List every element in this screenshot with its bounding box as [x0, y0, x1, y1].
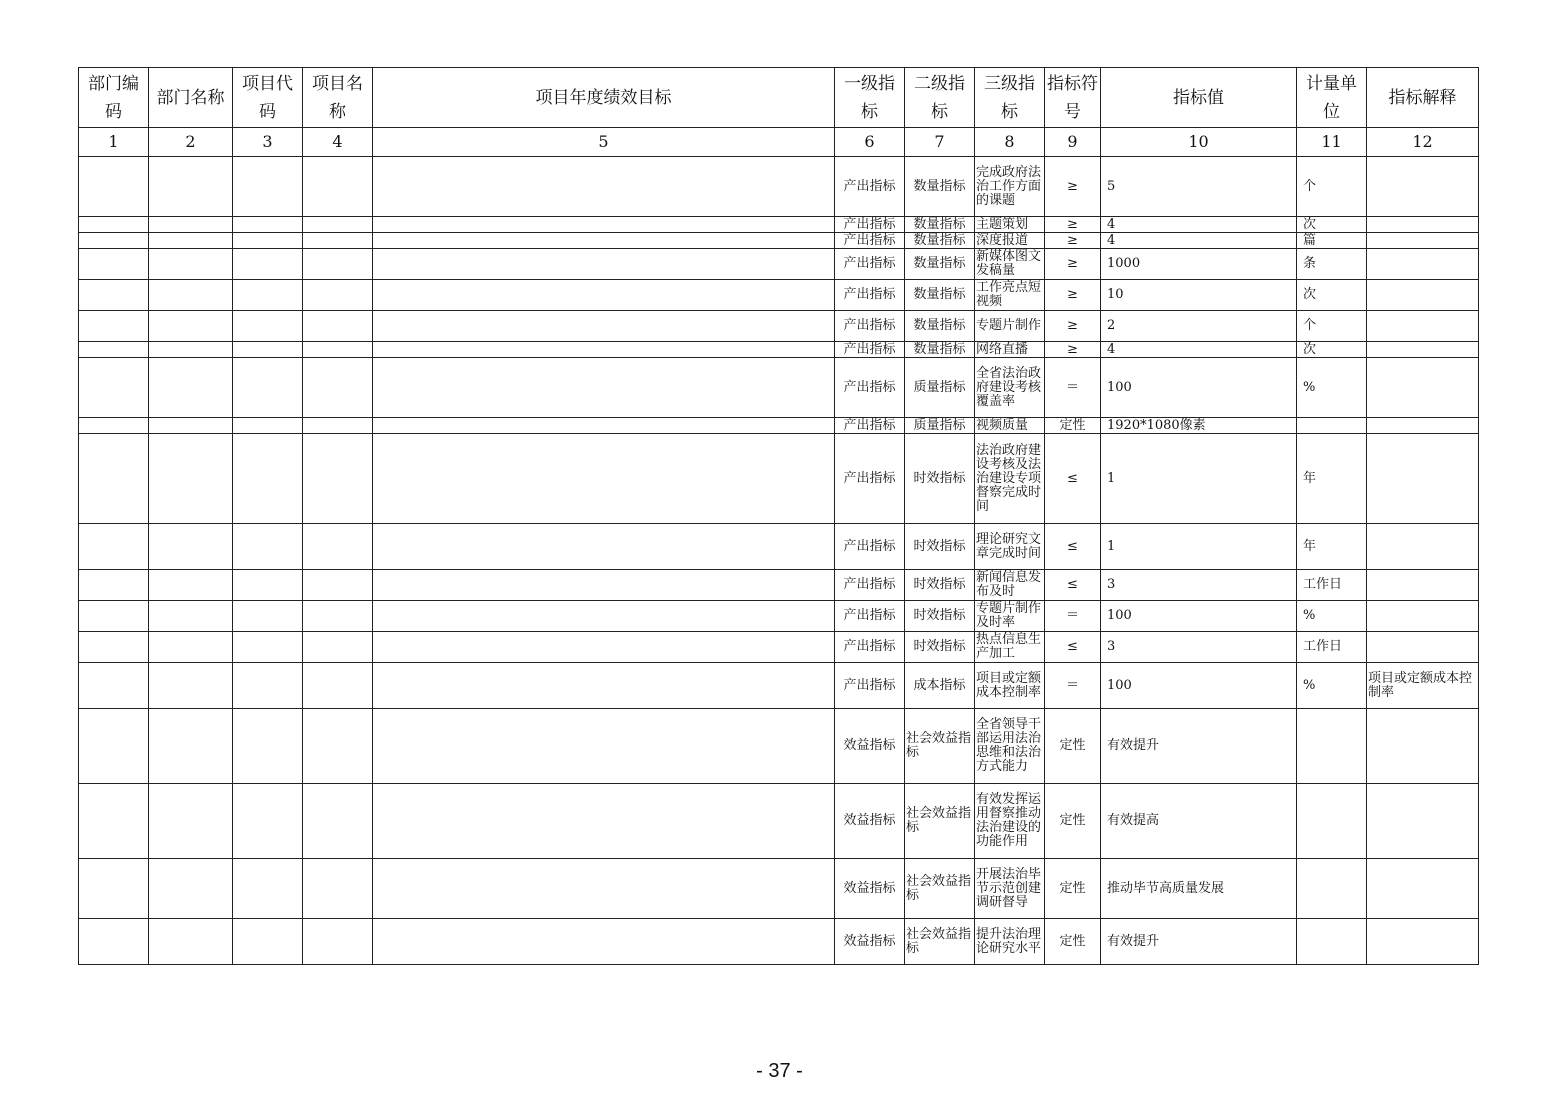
explanation-cell: [1367, 342, 1479, 358]
level3-indicator-cell: 专题片制作: [975, 311, 1045, 342]
level3-indicator-cell: 新媒体图文发稿量: [975, 249, 1045, 280]
explanation-cell: [1367, 784, 1479, 859]
indicator-value-cell: 1: [1101, 524, 1297, 570]
unit-cell: [1297, 784, 1367, 859]
unit-cell: [1297, 709, 1367, 784]
level1-indicator-cell: 产出指标: [835, 157, 905, 217]
level3-indicator-cell: 全省法治政府建设考核覆盖率: [975, 358, 1045, 418]
column-number-cell: 5: [373, 128, 835, 157]
level1-indicator-cell: 产出指标: [835, 311, 905, 342]
column-number-cell: 11: [1297, 128, 1367, 157]
empty-cell: [149, 784, 233, 859]
level2-indicator-cell: 数量指标: [905, 311, 975, 342]
explanation-cell: [1367, 434, 1479, 524]
level3-indicator-cell: 视频质量: [975, 418, 1045, 434]
level3-indicator-cell: 深度报道: [975, 233, 1045, 249]
empty-cell: [79, 663, 149, 709]
empty-cell: [149, 157, 233, 217]
table-row: [79, 434, 1479, 524]
empty-cell: [303, 157, 373, 217]
unit-cell: 次: [1297, 342, 1367, 358]
indicator-symbol-cell: ＝: [1045, 358, 1101, 418]
level3-indicator-cell: 有效发挥运用督察推动法治建设的功能作用: [975, 784, 1045, 859]
table-row: [79, 249, 1479, 280]
explanation-cell: [1367, 311, 1479, 342]
header-cell: 项目年度绩效目标: [373, 68, 835, 128]
indicator-symbol-cell: ≤: [1045, 524, 1101, 570]
header-cell: 项目名称: [303, 68, 373, 128]
empty-cell: [149, 663, 233, 709]
empty-cell: [79, 524, 149, 570]
level3-indicator-cell: 完成政府法治工作方面的课题: [975, 157, 1045, 217]
level3-indicator-cell: 热点信息生产加工: [975, 632, 1045, 663]
indicator-symbol-cell: 定性: [1045, 859, 1101, 919]
header-cell: 指标符号: [1045, 68, 1101, 128]
explanation-cell: [1367, 601, 1479, 632]
column-number-cell: 8: [975, 128, 1045, 157]
unit-cell: 个: [1297, 157, 1367, 217]
empty-cell: [303, 342, 373, 358]
empty-cell: [233, 418, 303, 434]
empty-cell: [303, 919, 373, 965]
level1-indicator-cell: 产出指标: [835, 632, 905, 663]
empty-cell: [303, 709, 373, 784]
empty-cell: [233, 434, 303, 524]
empty-cell: [373, 157, 835, 217]
header-cell: 二级指标: [905, 68, 975, 128]
empty-cell: [79, 784, 149, 859]
explanation-cell: [1367, 418, 1479, 434]
empty-cell: [373, 249, 835, 280]
empty-cell: [303, 784, 373, 859]
table-row: [79, 157, 1479, 217]
indicator-symbol-cell: 定性: [1045, 784, 1101, 859]
unit-cell: 工作日: [1297, 632, 1367, 663]
header-cell: 一级指标: [835, 68, 905, 128]
empty-cell: [373, 919, 835, 965]
level2-indicator-cell: 数量指标: [905, 217, 975, 233]
empty-cell: [149, 434, 233, 524]
empty-cell: [233, 233, 303, 249]
unit-cell: 次: [1297, 217, 1367, 233]
explanation-cell: [1367, 280, 1479, 311]
indicator-value-cell: 1: [1101, 434, 1297, 524]
level1-indicator-cell: 产出指标: [835, 217, 905, 233]
table-row: [79, 233, 1479, 249]
level1-indicator-cell: 产出指标: [835, 418, 905, 434]
indicator-symbol-cell: ＝: [1045, 663, 1101, 709]
unit-cell: [1297, 919, 1367, 965]
header-cell: 项目代码: [233, 68, 303, 128]
empty-cell: [233, 632, 303, 663]
table-row: [79, 342, 1479, 358]
empty-cell: [79, 709, 149, 784]
empty-cell: [149, 342, 233, 358]
table-row: [79, 524, 1479, 570]
indicator-value-cell: 5: [1101, 157, 1297, 217]
unit-cell: 次: [1297, 280, 1367, 311]
indicator-value-cell: 100: [1101, 663, 1297, 709]
empty-cell: [373, 859, 835, 919]
unit-cell: %: [1297, 663, 1367, 709]
empty-cell: [149, 418, 233, 434]
empty-cell: [233, 859, 303, 919]
empty-cell: [303, 249, 373, 280]
level1-indicator-cell: 产出指标: [835, 280, 905, 311]
indicator-symbol-cell: ≥: [1045, 157, 1101, 217]
column-number-cell: 2: [149, 128, 233, 157]
level2-indicator-cell: 数量指标: [905, 280, 975, 311]
level1-indicator-cell: 产出指标: [835, 434, 905, 524]
indicator-value-cell: 4: [1101, 233, 1297, 249]
explanation-cell: [1367, 570, 1479, 601]
empty-cell: [149, 358, 233, 418]
indicator-value-cell: 100: [1101, 358, 1297, 418]
indicator-value-cell: 2: [1101, 311, 1297, 342]
empty-cell: [79, 632, 149, 663]
explanation-cell: [1367, 919, 1479, 965]
level1-indicator-cell: 产出指标: [835, 601, 905, 632]
empty-cell: [233, 311, 303, 342]
empty-cell: [233, 919, 303, 965]
level3-indicator-cell: 项目或定额成本控制率: [975, 663, 1045, 709]
level1-indicator-cell: 产出指标: [835, 249, 905, 280]
table-row: [79, 280, 1479, 311]
column-number-cell: 6: [835, 128, 905, 157]
empty-cell: [303, 632, 373, 663]
empty-cell: [303, 233, 373, 249]
empty-cell: [303, 601, 373, 632]
explanation-cell: [1367, 249, 1479, 280]
column-number-cell: 1: [79, 128, 149, 157]
empty-cell: [233, 280, 303, 311]
empty-cell: [79, 859, 149, 919]
unit-cell: %: [1297, 601, 1367, 632]
indicator-value-cell: 4: [1101, 217, 1297, 233]
level1-indicator-cell: 产出指标: [835, 663, 905, 709]
header-cell: 指标解释: [1367, 68, 1479, 128]
level1-indicator-cell: 产出指标: [835, 524, 905, 570]
level2-indicator-cell: 社会效益指标: [905, 919, 975, 965]
level2-indicator-cell: 时效指标: [905, 524, 975, 570]
level1-indicator-cell: 效益指标: [835, 919, 905, 965]
indicator-symbol-cell: 定性: [1045, 709, 1101, 784]
table-header: [79, 68, 1479, 157]
empty-cell: [79, 280, 149, 311]
level2-indicator-cell: 社会效益指标: [905, 859, 975, 919]
empty-cell: [149, 632, 233, 663]
header-cell: 指标值: [1101, 68, 1297, 128]
unit-cell: 工作日: [1297, 570, 1367, 601]
explanation-cell: 项目或定额成本控制率: [1367, 663, 1479, 709]
header-cell: 三级指标: [975, 68, 1045, 128]
explanation-cell: [1367, 524, 1479, 570]
column-number-row: [79, 128, 1479, 157]
indicator-value-cell: 100: [1101, 601, 1297, 632]
empty-cell: [79, 434, 149, 524]
level1-indicator-cell: 产出指标: [835, 570, 905, 601]
explanation-cell: [1367, 358, 1479, 418]
level3-indicator-cell: 专题片制作及时率: [975, 601, 1045, 632]
explanation-cell: [1367, 632, 1479, 663]
column-number-cell: 7: [905, 128, 975, 157]
explanation-cell: [1367, 217, 1479, 233]
empty-cell: [373, 632, 835, 663]
unit-cell: %: [1297, 358, 1367, 418]
empty-cell: [373, 784, 835, 859]
empty-cell: [373, 217, 835, 233]
empty-cell: [373, 663, 835, 709]
table-row: [79, 358, 1479, 418]
empty-cell: [303, 280, 373, 311]
explanation-cell: [1367, 709, 1479, 784]
level2-indicator-cell: 数量指标: [905, 233, 975, 249]
level2-indicator-cell: 时效指标: [905, 632, 975, 663]
empty-cell: [373, 280, 835, 311]
empty-cell: [233, 358, 303, 418]
indicator-symbol-cell: ≥: [1045, 280, 1101, 311]
header-cell: 部门编码: [79, 68, 149, 128]
level3-indicator-cell: 开展法治毕节示范创建调研督导: [975, 859, 1045, 919]
empty-cell: [79, 233, 149, 249]
indicator-value-cell: 10: [1101, 280, 1297, 311]
indicator-value-cell: 4: [1101, 342, 1297, 358]
indicator-value-cell: 1920*1080像素: [1101, 418, 1297, 434]
indicator-symbol-cell: ≥: [1045, 217, 1101, 233]
empty-cell: [79, 217, 149, 233]
empty-cell: [233, 570, 303, 601]
explanation-cell: [1367, 157, 1479, 217]
empty-cell: [149, 919, 233, 965]
table-row: [79, 859, 1479, 919]
empty-cell: [303, 663, 373, 709]
level1-indicator-cell: 产出指标: [835, 233, 905, 249]
level2-indicator-cell: 质量指标: [905, 418, 975, 434]
column-number-cell: 4: [303, 128, 373, 157]
empty-cell: [233, 342, 303, 358]
level2-indicator-cell: 时效指标: [905, 570, 975, 601]
indicator-symbol-cell: ≥: [1045, 311, 1101, 342]
empty-cell: [373, 233, 835, 249]
table-row: [79, 784, 1479, 859]
empty-cell: [233, 601, 303, 632]
level3-indicator-cell: 新闻信息发布及时: [975, 570, 1045, 601]
empty-cell: [79, 342, 149, 358]
unit-cell: 篇: [1297, 233, 1367, 249]
unit-cell: 年: [1297, 524, 1367, 570]
column-number-cell: 3: [233, 128, 303, 157]
empty-cell: [79, 311, 149, 342]
table-row: [79, 418, 1479, 434]
indicator-symbol-cell: ＝: [1045, 601, 1101, 632]
indicator-value-cell: 1000: [1101, 249, 1297, 280]
empty-cell: [233, 249, 303, 280]
unit-cell: 个: [1297, 311, 1367, 342]
indicator-symbol-cell: ≤: [1045, 632, 1101, 663]
indicator-symbol-cell: ≤: [1045, 434, 1101, 524]
level2-indicator-cell: 时效指标: [905, 601, 975, 632]
level2-indicator-cell: 数量指标: [905, 342, 975, 358]
column-number-cell: 10: [1101, 128, 1297, 157]
header-cell: 部门名称: [149, 68, 233, 128]
empty-cell: [149, 280, 233, 311]
empty-cell: [303, 418, 373, 434]
empty-cell: [233, 524, 303, 570]
unit-cell: 条: [1297, 249, 1367, 280]
empty-cell: [373, 342, 835, 358]
table-row: [79, 663, 1479, 709]
empty-cell: [79, 157, 149, 217]
indicator-value-cell: 推动毕节高质量发展: [1101, 859, 1297, 919]
table-row: [79, 311, 1479, 342]
empty-cell: [233, 709, 303, 784]
indicator-value-cell: 有效提升: [1101, 919, 1297, 965]
empty-cell: [149, 601, 233, 632]
empty-cell: [303, 217, 373, 233]
empty-cell: [79, 570, 149, 601]
table-row: [79, 601, 1479, 632]
empty-cell: [149, 570, 233, 601]
table-row: [79, 570, 1479, 601]
empty-cell: [303, 859, 373, 919]
empty-cell: [233, 784, 303, 859]
indicator-symbol-cell: ≥: [1045, 249, 1101, 280]
header-cell: 计量单位: [1297, 68, 1367, 128]
empty-cell: [373, 418, 835, 434]
level3-indicator-cell: 工作亮点短视频: [975, 280, 1045, 311]
indicator-value-cell: 3: [1101, 632, 1297, 663]
level1-indicator-cell: 效益指标: [835, 709, 905, 784]
level1-indicator-cell: 效益指标: [835, 859, 905, 919]
empty-cell: [373, 524, 835, 570]
empty-cell: [149, 249, 233, 280]
level3-indicator-cell: 法治政府建设考核及法治建设专项督察完成时间: [975, 434, 1045, 524]
empty-cell: [303, 311, 373, 342]
empty-cell: [79, 601, 149, 632]
empty-cell: [149, 859, 233, 919]
level3-indicator-cell: 提升法治理论研究水平: [975, 919, 1045, 965]
indicator-value-cell: 有效提升: [1101, 709, 1297, 784]
empty-cell: [233, 663, 303, 709]
empty-cell: [373, 709, 835, 784]
table-row: [79, 709, 1479, 784]
empty-cell: [373, 434, 835, 524]
level1-indicator-cell: 产出指标: [835, 342, 905, 358]
level2-indicator-cell: 质量指标: [905, 358, 975, 418]
empty-cell: [303, 358, 373, 418]
empty-cell: [233, 157, 303, 217]
empty-cell: [373, 358, 835, 418]
empty-cell: [373, 570, 835, 601]
empty-cell: [79, 358, 149, 418]
explanation-cell: [1367, 859, 1479, 919]
table-row: [79, 217, 1479, 233]
empty-cell: [233, 217, 303, 233]
table-row: [79, 919, 1479, 965]
level1-indicator-cell: 产出指标: [835, 358, 905, 418]
indicator-symbol-cell: ≤: [1045, 570, 1101, 601]
level3-indicator-cell: 全省领导干部运用法治思维和法治方式能力: [975, 709, 1045, 784]
level3-indicator-cell: 网络直播: [975, 342, 1045, 358]
empty-cell: [149, 311, 233, 342]
column-number-cell: 9: [1045, 128, 1101, 157]
table-body: [79, 157, 1479, 965]
explanation-cell: [1367, 233, 1479, 249]
level1-indicator-cell: 效益指标: [835, 784, 905, 859]
page-number: - 37 -: [756, 1060, 803, 1082]
level2-indicator-cell: 社会效益指标: [905, 784, 975, 859]
header-row: [79, 68, 1479, 128]
level2-indicator-cell: 成本指标: [905, 663, 975, 709]
empty-cell: [373, 601, 835, 632]
table-row: [79, 632, 1479, 663]
empty-cell: [79, 418, 149, 434]
empty-cell: [79, 249, 149, 280]
empty-cell: [149, 709, 233, 784]
indicator-symbol-cell: 定性: [1045, 418, 1101, 434]
unit-cell: 年: [1297, 434, 1367, 524]
unit-cell: [1297, 859, 1367, 919]
empty-cell: [149, 233, 233, 249]
empty-cell: [373, 311, 835, 342]
level2-indicator-cell: 社会效益指标: [905, 709, 975, 784]
indicator-value-cell: 有效提高: [1101, 784, 1297, 859]
level2-indicator-cell: 时效指标: [905, 434, 975, 524]
level3-indicator-cell: 主题策划: [975, 217, 1045, 233]
indicator-symbol-cell: ≥: [1045, 233, 1101, 249]
indicator-symbol-cell: 定性: [1045, 919, 1101, 965]
level2-indicator-cell: 数量指标: [905, 157, 975, 217]
empty-cell: [149, 524, 233, 570]
level2-indicator-cell: 数量指标: [905, 249, 975, 280]
indicator-value-cell: 3: [1101, 570, 1297, 601]
empty-cell: [303, 524, 373, 570]
column-number-cell: 12: [1367, 128, 1479, 157]
empty-cell: [303, 570, 373, 601]
empty-cell: [149, 217, 233, 233]
performance-table: [78, 67, 1479, 965]
level3-indicator-cell: 理论研究文章完成时间: [975, 524, 1045, 570]
empty-cell: [79, 919, 149, 965]
unit-cell: [1297, 418, 1367, 434]
indicator-symbol-cell: ≥: [1045, 342, 1101, 358]
empty-cell: [303, 434, 373, 524]
